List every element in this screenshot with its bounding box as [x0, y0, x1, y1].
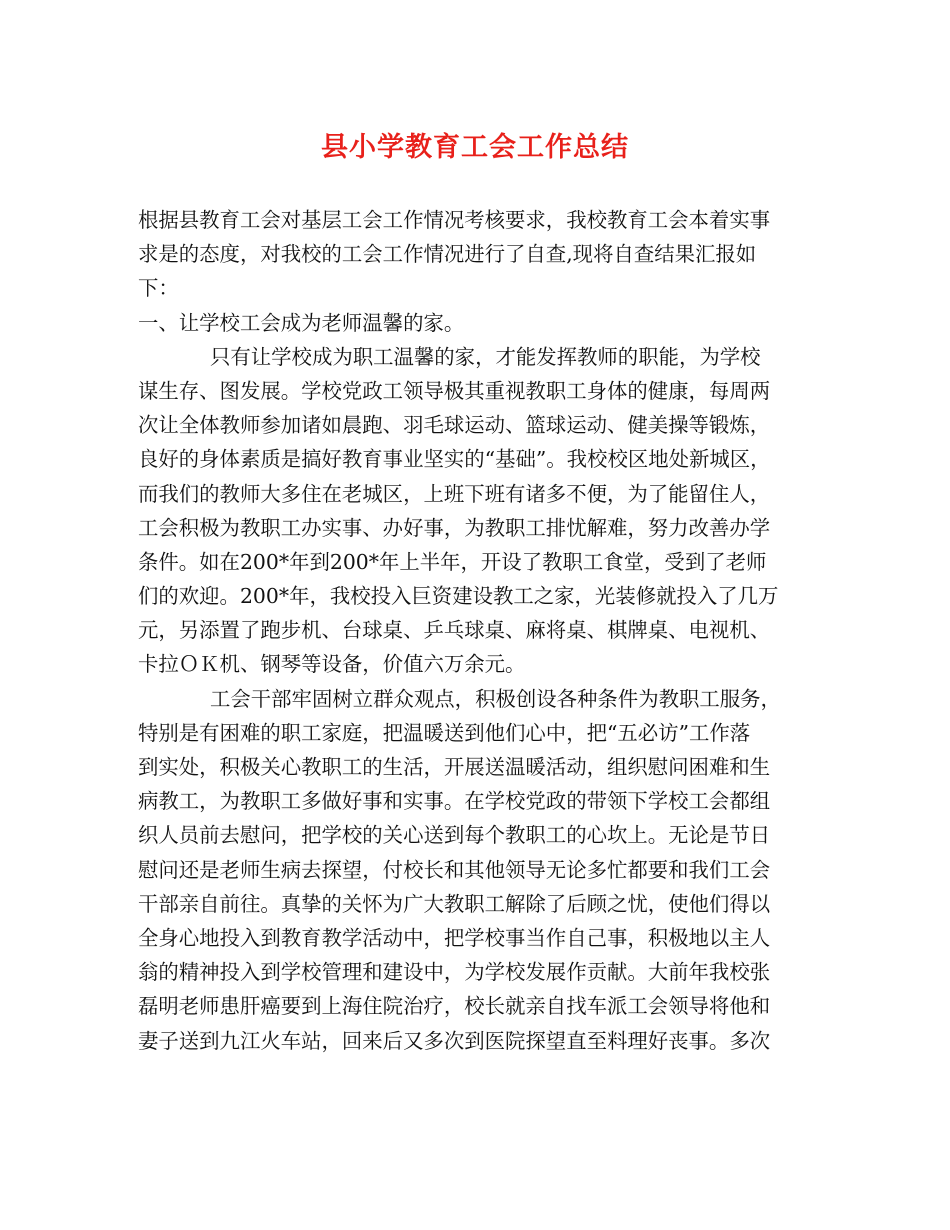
text-line: 卡拉ＯＫ机、钢琴等设备，价值六万余元。 [138, 652, 526, 677]
text-line: 良好的身体素质是搞好教育事业坚实的“基础”。我校校区地处新城区， [138, 447, 771, 472]
text-line: 干部亲自前往。真挚的关怀为广大教职工解除了后顾之忧，使他们得以 [138, 891, 771, 916]
text-line: 一、让学校工会成为老师温馨的家。 [138, 310, 465, 335]
text-line: 根据县教育工会对基层工会工作情况考核要求，我校教育工会本着实事 [138, 208, 771, 232]
document-title: 县小学教育工会工作总结 [321, 132, 629, 163]
text-line: 只有让学校成为职工温馨的家，才能发挥教师的职能，为学校 [210, 344, 761, 369]
text-line: 慰问还是老师生病去探望，付校长和其他领导无论多忙都要和我们工会 [138, 857, 771, 882]
text-line: 工会积极为教职工办实事、办好事，为教职工排忧解难，努力改善办学 [138, 515, 771, 540]
text-line: 妻子送到九江火车站，回来后又多次到医院探望直至料理好丧事。多次 [138, 1028, 771, 1053]
text-line: 元，另添置了跑步机、台球桌、乒乓球桌、麻将桌、棋牌桌、电视机、 [138, 618, 771, 643]
text-line: 而我们的教师大多住在老城区，上班下班有诸多不便，为了能留住人， [138, 481, 771, 506]
text-line: 全身心地投入到教育教学活动中，把学校事当作自己事，积极地以主人 [138, 925, 771, 950]
text-line: 条件。如在200*年到200*年上半年，开设了教职工食堂，受到了老师 [138, 549, 767, 574]
text-line: 磊明老师患肝癌要到上海住院治疗，校长就亲自找车派工会领导将他和 [138, 994, 771, 1019]
text-line: 求是的态度，对我校的工会工作情况进行了自查,现将自查结果汇报如 [138, 242, 757, 267]
text-line: 翁的精神投入到学校管理和建设中，为学校发展作贡献。大前年我校张 [138, 960, 771, 985]
document-body [138, 203, 818, 1058]
text-line: 谋生存、图发展。学校党政工领导极其重视教职工身体的健康，每周两 [138, 378, 771, 403]
text-line: 工会干部牢固树立群众观点，积极创设各种条件为教职工服务， [210, 686, 781, 711]
text-line: 特别是有困难的职工家庭，把温暖送到他们心中，把“五必访”工作落 [138, 720, 751, 745]
text-line: 次让全体教师参加诸如晨跑、羽毛球运动、篮球运动、健美操等锻炼， [138, 413, 771, 438]
text-line: 们的欢迎。200*年，我校投入巨资建设教工之家，光装修就投入了几万 [138, 584, 779, 609]
text-line: 下： [138, 276, 179, 301]
text-line: 到实处，积极关心教职工的生活，开展送温暖活动，组织慰问困难和生 [138, 755, 771, 779]
text-line: 病教工，为教职工多做好事和实事。在学校党政的带领下学校工会都组 [138, 789, 771, 814]
text-line: 织人员前去慰问，把学校的关心送到每个教职工的心坎上。无论是节日 [138, 823, 771, 848]
